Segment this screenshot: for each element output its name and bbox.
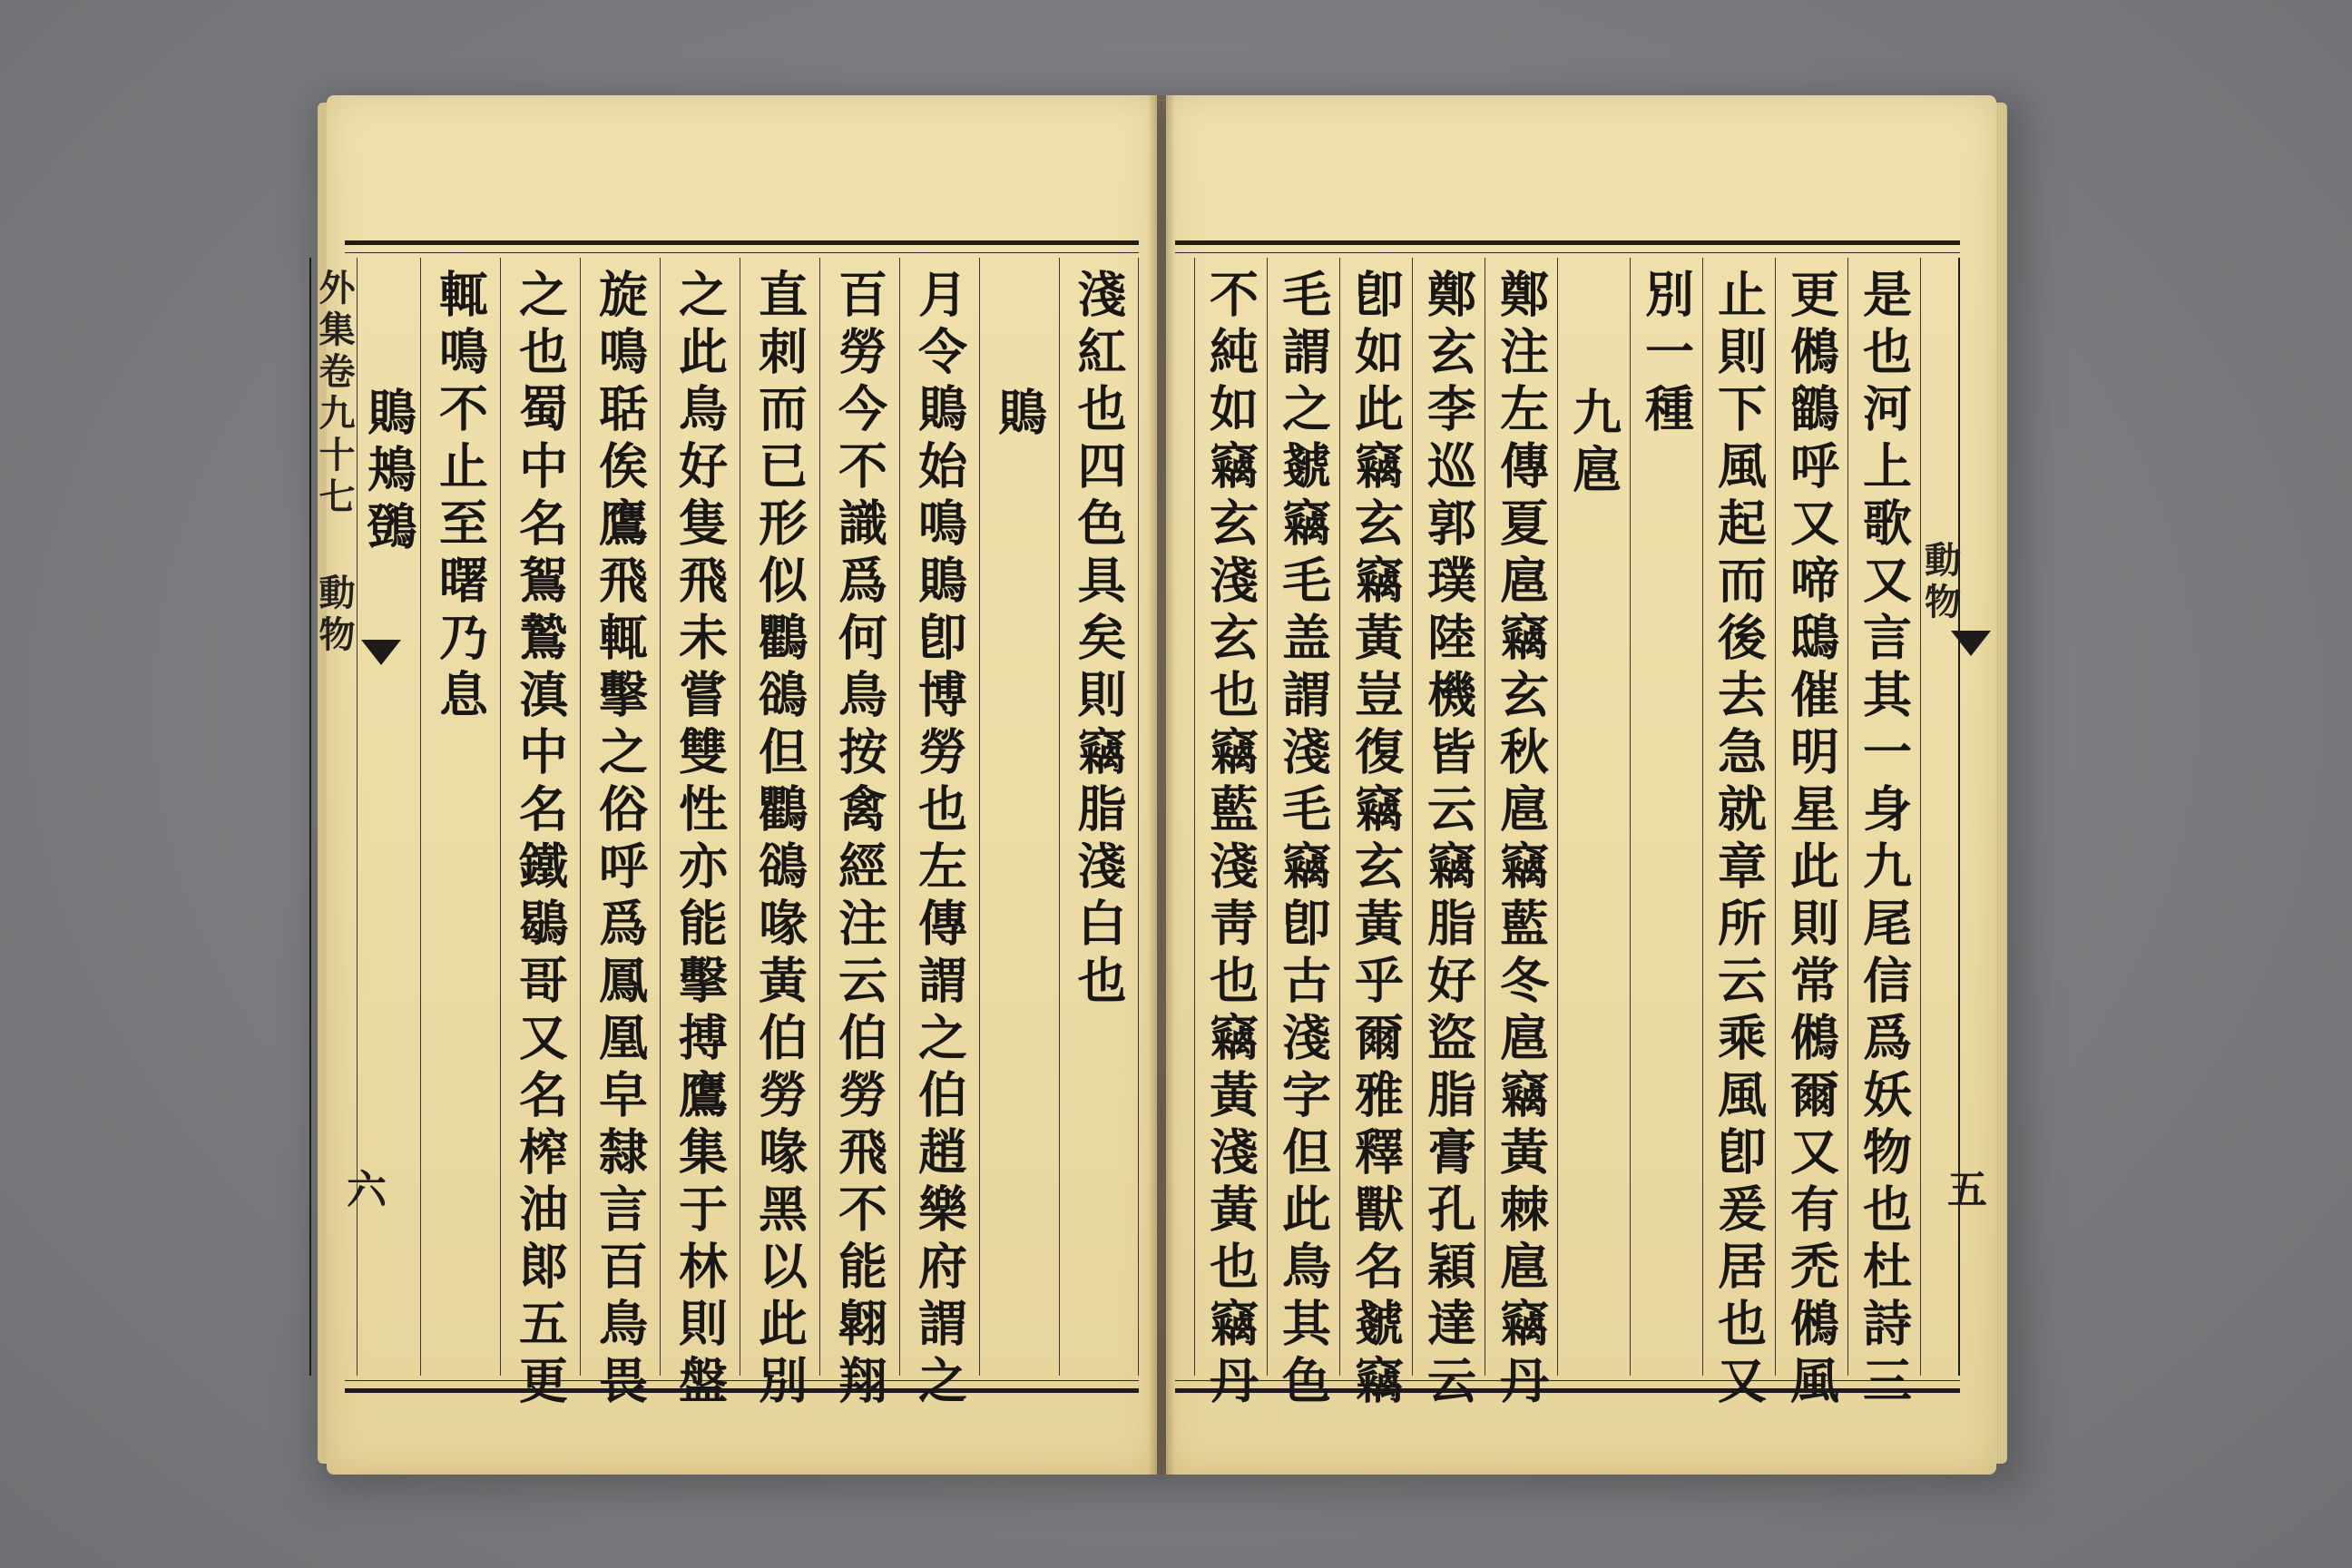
entry-heading-column bbox=[1557, 258, 1630, 1376]
text-column bbox=[580, 258, 660, 1412]
column-text: 止則下風起而後去急就章所云乘風卽爰居也又 bbox=[1710, 269, 1769, 1412]
column-text: 輒鳴不止至曙乃息 bbox=[431, 269, 490, 726]
column-text: 旋鳴聒俟鷹飛輒擊之俗呼爲鳳凰皁隸言百鳥畏 bbox=[591, 269, 650, 1412]
left-columns bbox=[313, 258, 1139, 1412]
right-text-frame bbox=[1175, 240, 1962, 1412]
column-text: 月令鵙始鳴鵙卽博勞也左傳謂之伯趙樂府謂之 bbox=[910, 269, 969, 1412]
text-column bbox=[1339, 258, 1412, 1412]
text-column bbox=[1412, 258, 1485, 1412]
text-column bbox=[819, 258, 899, 1412]
column-text: 淺紅也四色具矣則竊脂淺白也 bbox=[1070, 269, 1128, 1012]
text-column bbox=[1775, 258, 1847, 1412]
column-text: 鄭玄李巡郭璞陸機皆云竊脂好盜脂膏孔穎達云 bbox=[1419, 269, 1478, 1412]
column-text: 直刺而已形似鸜鵒但鸜鵒喙黃伯勞喙黑以此別 bbox=[750, 269, 809, 1412]
left-frame-inner-rule bbox=[345, 1380, 1139, 1381]
column-text: 不純如竊玄淺玄也竊藍淺靑也竊黃淺黃也竊丹 bbox=[1201, 269, 1260, 1412]
text-column bbox=[1194, 258, 1267, 1412]
right-fishtail-mark bbox=[1951, 631, 1991, 656]
entry-heading: 鵙鴂䳾 bbox=[359, 387, 418, 558]
entry-heading: 九扈 bbox=[1564, 387, 1623, 501]
column-text: 鄭注左傳夏扈竊玄秋扈竊藍冬扈竊黃棘扈竊丹 bbox=[1492, 269, 1551, 1412]
text-column bbox=[1485, 258, 1557, 1412]
text-column bbox=[500, 258, 580, 1412]
right-columns bbox=[1175, 258, 1962, 1412]
left-folio-number: 六 bbox=[347, 1167, 387, 1213]
text-column bbox=[1630, 258, 1702, 1376]
column-text: 卽如此竊玄竊黃豈復竊玄黃乎爾雅釋獸名虦竊 bbox=[1347, 269, 1406, 1412]
text-column bbox=[1702, 258, 1775, 1412]
entry-heading: 鵙 bbox=[990, 387, 1049, 444]
column-text: 是也河上歌又言其一身九尾信爲妖物也杜詩三 bbox=[1855, 269, 1914, 1412]
text-column bbox=[1059, 258, 1139, 1376]
book-gutter bbox=[1148, 95, 1175, 1475]
margin-section: 動物 bbox=[1918, 541, 1962, 624]
column-text: 毛謂之虦竊毛盖謂淺毛竊卽古淺字但此鳥其色 bbox=[1274, 269, 1333, 1412]
column-text: 百勞今不識爲何鳥按禽經注云伯勞飛不能翺翔 bbox=[830, 269, 889, 1412]
open-book bbox=[313, 86, 1996, 1488]
text-column bbox=[899, 258, 979, 1412]
column-text: 別一種 bbox=[1637, 269, 1696, 440]
column-text: 之此鳥好隻飛未嘗雙性亦能擊搏鷹集于林則盤 bbox=[671, 269, 730, 1412]
entry-heading-column bbox=[979, 258, 1059, 1376]
text-column bbox=[740, 258, 819, 1412]
margin-section: 動物 bbox=[313, 573, 356, 657]
margin-title: 外集卷九十七 bbox=[313, 269, 356, 519]
text-column bbox=[1267, 258, 1339, 1412]
text-column bbox=[660, 258, 740, 1412]
left-text-frame bbox=[313, 240, 1139, 1412]
column-text: 之也蜀中名鴽鷙滇中名鐵鶡哥又名榨油郞五更 bbox=[511, 269, 570, 1412]
text-column bbox=[420, 258, 500, 1376]
text-column bbox=[1847, 258, 1920, 1412]
column-text: 更鵂鶹呼又啼鴟催明星此則常鵂爾又有禿鵂風 bbox=[1782, 269, 1841, 1412]
right-folio-number: 五 bbox=[1947, 1167, 1987, 1213]
left-fishtail-mark bbox=[361, 640, 401, 665]
